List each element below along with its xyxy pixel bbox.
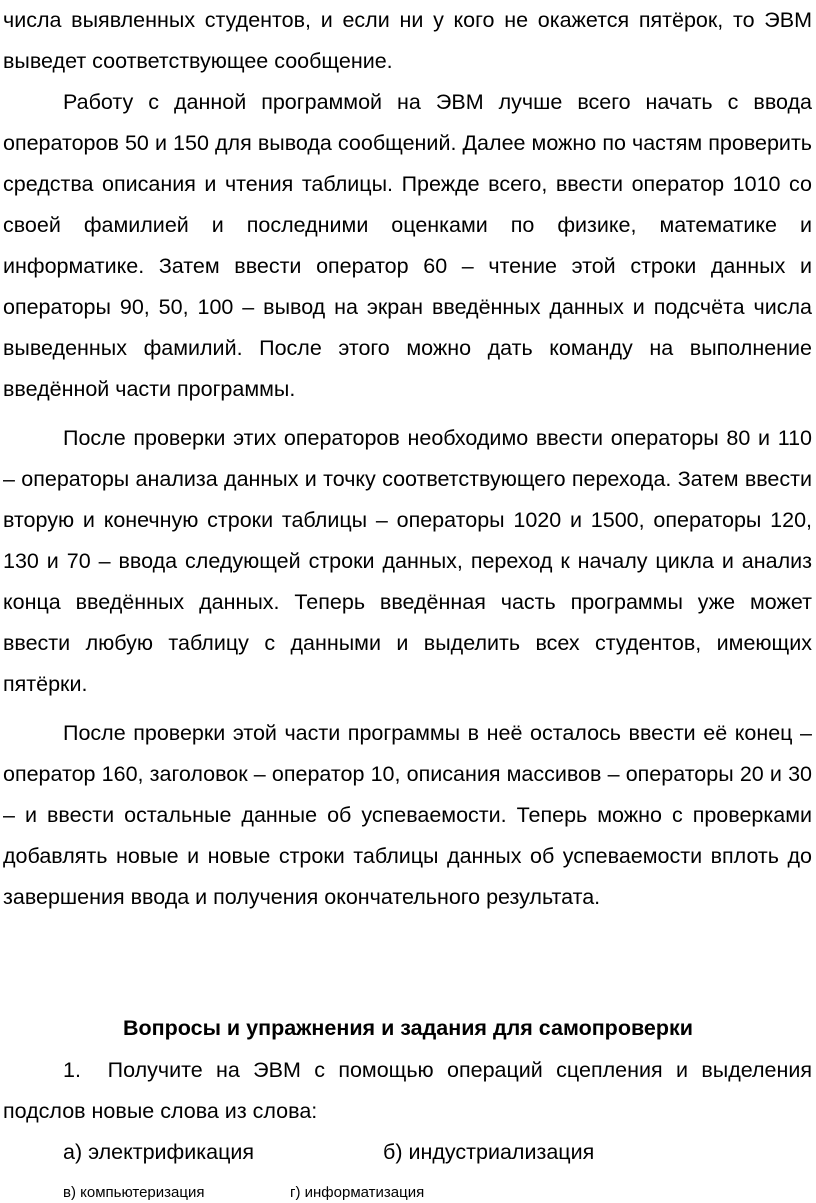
paragraph-continuation: числа выявленных студентов, и если ни у кого не окажется пятёрок, то ЭВМ выведет соответствующее сообщение. <box>3 8 812 73</box>
paragraph-program-start: Работу с данной программой на ЭВМ лучше всего начать с ввода операторов 50 и 150 для вывода сообщений. Далее можно по частям проверить средства описания и чтения таблицы. Прежде всего, ввести оператор 1010 со своей фамилией и последними оценками по физике, математике и информатике. Затем ввести оператор 60 – чтение этой строки данных и операторы 90, 50, 100 – вывод на экран введённых данных и подсчёта числа выведенных фамилий. После этого можно дать команду на выполнение введённой части программы. <box>3 90 812 401</box>
question-item-1 <box>3 1050 812 1132</box>
paragraph-operator-check: После проверки этих операторов необходимо ввести операторы 80 и 110 – операторы анализа данных и точку соответствующего перехода. Затем ввести вторую и конечную строки таблицы – операторы 1020 и 1500, операторы 120, 130 и 70 – ввода следующей строки данных, переход к началу цикла и анализ конца введённых данных. Теперь введённая часть программы уже может ввести любую таблицу с данными и выделить всех студентов, имеющих пятёрки. <box>3 426 812 696</box>
option-d: г) информатизация <box>290 1184 425 1201</box>
option-c: в) компьютеризация <box>63 1184 205 1201</box>
paragraph-program-end: После проверки этой части программы в неё осталось ввести её конец – оператор 160, заголовок – оператор 10, описания массивов – операторы 20 и 30 – и ввести остальные данные об успеваемости. Теперь можно с проверками добавлять новые и новые строки таблицы данных об успеваемости вплоть до завершения ввода и получения окончательного результата. <box>3 721 812 909</box>
section-heading: Вопросы и упражнения и задания для самопроверки <box>123 1016 693 1040</box>
option-b: б) индустриализация <box>383 1140 595 1164</box>
question-text: Получите на ЭВМ с помощью операций сцепления и выделения подслов новые слова из слова: <box>3 1058 813 1123</box>
option-a: а) электрификация <box>63 1140 255 1164</box>
question-number: 1. <box>63 1058 81 1082</box>
